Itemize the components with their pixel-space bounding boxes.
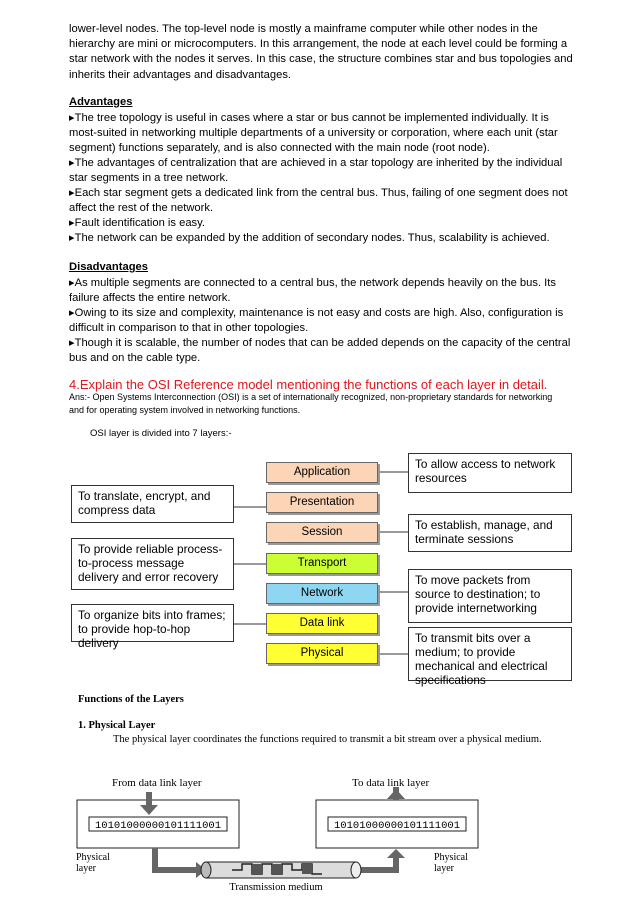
- advantage-item: ▸ The tree topology is useful in cases where a star or bus cannot be implemented individually. It is most-suited in networking multiple departments of a university or corporation, where each unit (star segment) functions separately, and is also connected with the main node (root node).: [69, 111, 574, 157]
- osi-layer-session: Session: [266, 522, 378, 543]
- disadvantages-heading: Disadvantages: [69, 261, 148, 273]
- advantages-heading: Advantages: [69, 96, 133, 108]
- osi-note-application: To allow access to network resources: [408, 453, 572, 493]
- osi-layer-network: Network: [266, 583, 378, 604]
- disadvantage-item: ▸ Though it is scalable, the number of nodes that can be added depends on the capacity of the central bus and on the cable type.: [69, 336, 574, 366]
- left-physical-label: Physical: [76, 852, 110, 863]
- question-title: 4.Explain the OSI Reference model mentioning the functions of each layer in detail.: [69, 377, 548, 392]
- osi-layer-transport: Transport: [266, 553, 378, 574]
- osi-note-session: To establish, manage, and terminate sessions: [408, 514, 572, 552]
- advantage-item: ▸ The advantages of centralization that are achieved in a star topology are inherited by the individual star segments in a tree network.: [69, 156, 574, 186]
- osi-intro: OSI layer is divided into 7 layers:-: [90, 428, 232, 439]
- intro-paragraph: lower-level nodes. The top-level node is mostly a mainframe computer while other nodes in the hierarchy are mini or microcomputers. In this arrangement, the node at each level could be forming a star network with the nodes it serves. In this case, the structure combines star and bus topologies and inherits their advantages and disadvantages.: [69, 23, 573, 81]
- left-layer-label: layer: [76, 863, 96, 874]
- functions-title: Functions of the Layers: [78, 694, 184, 705]
- osi-layer-presentation: Presentation: [266, 492, 378, 513]
- advantage-item: ▸ Each star segment gets a dedicated link from the central bus. Thus, failing of one segment does not affect the rest of the network.: [69, 186, 574, 216]
- osi-note-physical: To transmit bits over a medium; to provide mechanical and electrical specifications: [408, 627, 572, 681]
- osi-note-transport: To provide reliable process-to-process message delivery and error recovery: [71, 538, 234, 590]
- answer-text: Ans:- Open Systems Interconnection (OSI) is a set of internationally recognized, non-proprietary standards for networking and for operating system involved in networking functions.: [69, 392, 553, 415]
- right-physical-label: Physical: [434, 852, 468, 863]
- osi-layer-application: Application: [266, 462, 378, 483]
- to-label: To data link layer: [352, 777, 430, 789]
- physical-layer-text: The physical layer coordinates the functions required to transmit a bit stream over a physical medium.: [113, 734, 542, 745]
- advantage-item: ▸ Fault identification is easy.: [69, 216, 574, 231]
- from-label: From data link layer: [112, 777, 202, 789]
- osi-note-datalink: To organize bits into frames; to provide hop-to-hop delivery: [71, 604, 234, 642]
- sender-bits: 10101000000101111001: [94, 820, 222, 832]
- disadvantage-item: ▸ Owing to its size and complexity, maintenance is not easy and costs are high. Also, configuration is difficult in comparison to that in other topologies.: [69, 306, 574, 336]
- medium-to-receiver-arrow: [358, 856, 396, 870]
- medium-label: Transmission medium: [229, 882, 323, 893]
- osi-layer-datalink: Data link: [266, 613, 378, 634]
- sender-to-medium-arrow: [155, 848, 196, 870]
- osi-note-network: To move packets from source to destination; to provide internetworking: [408, 569, 572, 623]
- osi-note-presentation: To translate, encrypt, and compress data: [71, 485, 234, 523]
- disadvantage-item: ▸ As multiple segments are connected to a central bus, the network depends heavily on the bus. Its failure affects the entire network.: [69, 276, 574, 306]
- receiver-bits: 10101000000101111001: [333, 820, 461, 832]
- physical-layer-title: 1. Physical Layer: [78, 720, 156, 731]
- osi-layer-physical: Physical: [266, 643, 378, 664]
- right-layer-label: layer: [434, 863, 454, 874]
- advantage-item: ▸ The network can be expanded by the addition of secondary nodes. Thus, scalability is achieved.: [69, 231, 574, 246]
